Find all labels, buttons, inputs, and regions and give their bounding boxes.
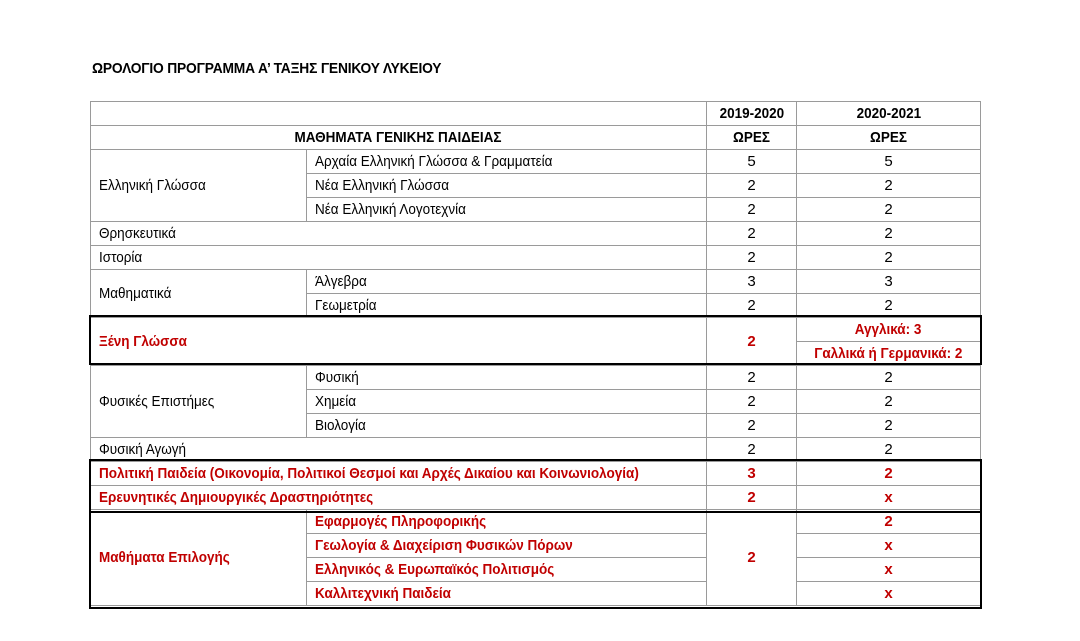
table-row — [91, 222, 981, 246]
hours-2019: 2 — [707, 438, 797, 462]
subject-name: Καλλιτεχνική Παιδεία — [307, 582, 707, 606]
hours-2020-french-german: Γαλλικά ή Γερμανικά: 2 — [797, 342, 981, 366]
schedule-table — [90, 101, 981, 606]
hours-2019: 2 — [707, 486, 797, 510]
hours-2020-english: Αγγλικά: 3 — [797, 318, 981, 342]
hours-2020: 5 — [797, 150, 981, 174]
hours-2020: 2 — [797, 174, 981, 198]
subject-name: Φυσική — [307, 366, 707, 390]
hours-2019: 2 — [707, 246, 797, 270]
hours-2019: 2 — [707, 510, 797, 606]
table-row — [91, 270, 981, 294]
table-row — [91, 246, 981, 270]
subject-name: Ερευνητικές Δημιουργικές Δραστηριότητες — [91, 486, 707, 510]
subject-name: Νέα Ελληνική Γλώσσα — [307, 174, 707, 198]
hours-2020: x — [797, 558, 981, 582]
subject-name: Γεωλογία & Διαχείριση Φυσικών Πόρων — [307, 534, 707, 558]
hours-2019: 2 — [707, 198, 797, 222]
hours-2020: x — [797, 486, 981, 510]
subject-name: Άλγεβρα — [307, 270, 707, 294]
hours-2020: 2 — [797, 438, 981, 462]
subject-name: Φυσική Αγωγή — [91, 438, 707, 462]
page-title: ΩΡΟΛΟΓΙΟ ΠΡΟΓΡΑΜΜΑ Α’ ΤΑΞΗΣ ΓΕΝΙΚΟΥ ΛΥΚΕΙΟΥ — [92, 60, 442, 77]
subject-name: Ιστορία — [91, 246, 707, 270]
table-row — [91, 486, 981, 510]
hours-2019: 2 — [707, 414, 797, 438]
subject-group-science: Φυσικές Επιστήμες — [91, 366, 307, 438]
subject-name: Ελληνικός & Ευρωπαϊκός Πολιτισμός — [307, 558, 707, 582]
subject-group-electives: Μαθήματα Επιλογής — [91, 510, 307, 606]
table-row — [91, 150, 981, 174]
hours-2019: 2 — [707, 174, 797, 198]
hours-2020: x — [797, 582, 981, 606]
subject-name: Αρχαία Ελληνική Γλώσσα & Γραμματεία — [307, 150, 707, 174]
hours-2020: 2 — [797, 462, 981, 486]
hours-2019: 2 — [707, 294, 797, 318]
empty-header-cell — [91, 102, 707, 126]
hours-2020: 2 — [797, 414, 981, 438]
hours-2019: 2 — [707, 318, 797, 366]
hours-header-1: ΩΡΕΣ — [707, 126, 797, 150]
hours-2020: 2 — [797, 390, 981, 414]
hours-2019: 3 — [707, 270, 797, 294]
section-title: ΜΑΘΗΜΑΤΑ ΓΕΝΙΚΗΣ ΠΑΙΔΕΙΑΣ — [91, 126, 707, 150]
hours-2020: 2 — [797, 222, 981, 246]
subject-name: Βιολογία — [307, 414, 707, 438]
table-row — [91, 510, 981, 534]
subject-name: Πολιτική Παιδεία (Οικονομία, Πολιτικοί Θεσμοί και Αρχές Δικαίου και Κοινωνιολογία) — [91, 462, 707, 486]
subject-name: Θρησκευτικά — [91, 222, 707, 246]
year-2020-2021-header: 2020-2021 — [797, 102, 981, 126]
subject-name: Εφαρμογές Πληροφορικής — [307, 510, 707, 534]
hours-2020: x — [797, 534, 981, 558]
hours-2019: 2 — [707, 390, 797, 414]
hours-2019: 3 — [707, 462, 797, 486]
subject-group-foreign: Ξένη Γλώσσα — [91, 318, 707, 366]
table-row — [91, 462, 981, 486]
subject-name: Χημεία — [307, 390, 707, 414]
hours-2019: 2 — [707, 222, 797, 246]
hours-2020: 2 — [797, 294, 981, 318]
subject-name: Γεωμετρία — [307, 294, 707, 318]
hours-2020: 2 — [797, 246, 981, 270]
hours-2020: 3 — [797, 270, 981, 294]
table-row — [91, 438, 981, 462]
hours-2019: 5 — [707, 150, 797, 174]
year-header-row — [91, 102, 981, 126]
table-row — [91, 366, 981, 390]
hours-2020: 2 — [797, 510, 981, 534]
hours-2019: 2 — [707, 366, 797, 390]
section-header-row — [91, 126, 981, 150]
hours-header-2: ΩΡΕΣ — [797, 126, 981, 150]
subject-group-greek: Ελληνική Γλώσσα — [91, 150, 307, 222]
table-row — [91, 318, 981, 342]
hours-2020: 2 — [797, 366, 981, 390]
subject-name: Νέα Ελληνική Λογοτεχνία — [307, 198, 707, 222]
year-2019-2020-header: 2019-2020 — [707, 102, 797, 126]
hours-2020: 2 — [797, 198, 981, 222]
subject-group-math: Μαθηματικά — [91, 270, 307, 318]
